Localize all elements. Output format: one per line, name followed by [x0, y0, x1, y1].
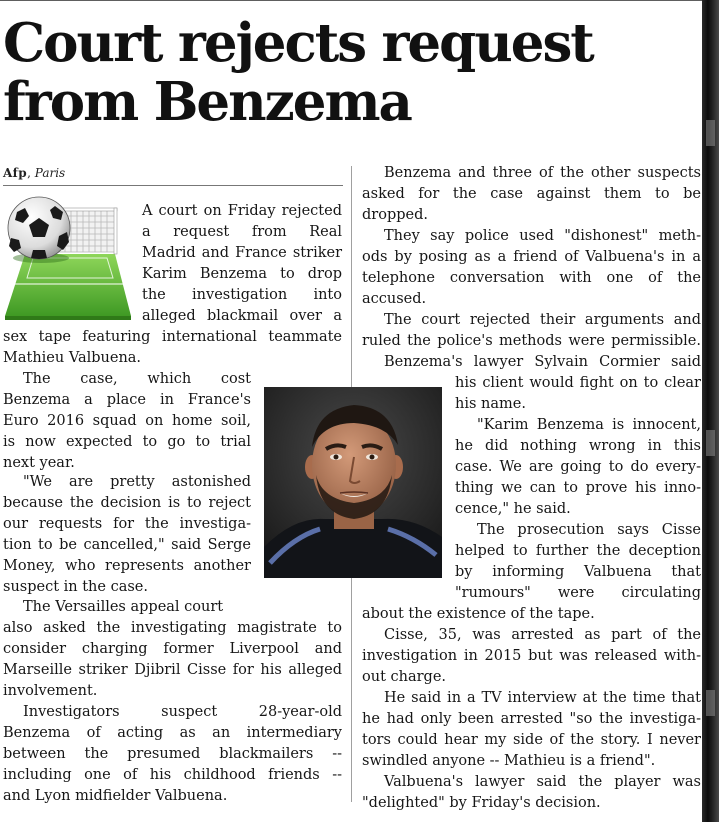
- text-line: "Karim Benzema is innocent,: [477, 417, 701, 433]
- text-line: The Versailles appeal court: [23, 599, 224, 615]
- text-line: investigation in 2015 but was released with-: [362, 648, 701, 664]
- text-line: asked for the case against them to be: [362, 186, 701, 202]
- text-line: about the existence of the tape.: [362, 606, 595, 622]
- text-line: alleged blackmail over a: [142, 308, 342, 324]
- text-line: next year.: [3, 455, 75, 471]
- player-portrait-photo: [264, 387, 442, 578]
- text-line: consider charging former Liverpool and: [3, 641, 342, 657]
- paragraph-versailles: [3, 597, 342, 702]
- text-line: a request from Real: [142, 224, 342, 240]
- text-line: The case, which cost: [23, 371, 251, 387]
- text-line: also asked the investigating magistrate to: [3, 620, 342, 636]
- text-line: Cisse, 35, was arrested as part of the: [384, 627, 701, 643]
- text-line: tion to be cancelled," said Serge: [3, 537, 251, 553]
- text-line: cence," he said.: [455, 501, 571, 517]
- text-line: Karim Benzema to drop: [142, 266, 342, 282]
- text-line: A court on Friday rejected: [142, 203, 342, 219]
- paragraph-innocent-quote: [455, 415, 701, 520]
- text-line: out charge.: [362, 669, 447, 685]
- paragraph-court-ruling: [362, 310, 701, 352]
- text-line: the investigation into: [142, 287, 342, 303]
- byline-city: Paris: [34, 166, 66, 180]
- text-line: tors could hear my side of the story. I never: [362, 732, 701, 748]
- paragraph-lawyer: [362, 352, 701, 373]
- paragraph-suspects: [362, 163, 701, 226]
- paragraph-investigators: [3, 702, 342, 807]
- byline-rule: [3, 185, 343, 186]
- text-line: Mathieu Valbuena.: [3, 350, 142, 366]
- text-line: between the presumed blackmailers --: [3, 746, 342, 762]
- text-line: "We are pretty astonished: [23, 474, 251, 490]
- text-line: The prosecution says Cisse: [477, 522, 701, 538]
- text-line: including one of his childhood friends --: [3, 767, 342, 783]
- text-line: Benzema a place in France's: [3, 392, 251, 408]
- text-line: Euro 2016 squad on home soil,: [3, 413, 251, 429]
- paragraph-quote-money: [3, 472, 251, 598]
- byline: Afp, Paris: [3, 166, 66, 180]
- text-line: Benzema and three of the other suspects: [384, 165, 701, 181]
- football-goal-icon: [3, 196, 133, 322]
- text-line: telephone conversation with one of the: [362, 270, 701, 286]
- text-line: Benzema of acting as an intermediary: [3, 725, 342, 741]
- paragraph-intro-wrap: [3, 327, 342, 369]
- text-line: accused.: [362, 291, 427, 307]
- paragraph-lawyer-wrap: [455, 373, 701, 415]
- text-line: is now expected to go to trial: [3, 434, 251, 450]
- headline-line: Court rejects request: [3, 12, 593, 74]
- text-line: dropped.: [362, 207, 428, 223]
- text-line: Valbuena's lawyer said the player was: [384, 774, 701, 790]
- text-line: our requests for the investiga-: [3, 516, 251, 532]
- text-line: his client would fight on to clear: [455, 375, 701, 391]
- text-line: He said in a TV interview at the time that: [384, 690, 701, 706]
- text-line: Money, who represents another: [3, 558, 251, 574]
- text-line: and Lyon midfielder Valbuena.: [3, 788, 228, 804]
- text-line: by informing Valbuena that: [455, 564, 701, 580]
- paragraph-cisse-arrest: [362, 625, 701, 688]
- top-rule: [0, 0, 702, 1]
- byline-agency: Afp: [3, 166, 28, 180]
- adjacent-page-strip: [702, 0, 719, 822]
- text-line: he had only been arrested "so the investiga-: [362, 711, 701, 727]
- text-line: his name.: [455, 396, 526, 412]
- text-line: Investigators suspect 28-year-old: [23, 704, 342, 720]
- text-line: because the decision is to reject: [3, 495, 251, 511]
- text-line: Madrid and France striker: [142, 245, 342, 261]
- paragraph-delighted: [362, 772, 701, 814]
- text-line: ruled the police's methods were permissible.: [362, 333, 701, 349]
- text-line: They say police used "dishonest" meth-: [384, 228, 701, 244]
- headline-line: from Benzema: [3, 71, 411, 133]
- text-line: ods by posing as a friend of Valbuena's in a: [362, 249, 701, 265]
- text-line: Marseille striker Djibril Cisse for his alleged: [3, 662, 342, 678]
- paragraph-tv-interview: [362, 688, 701, 772]
- text-line: helped to further the deception: [455, 543, 701, 559]
- text-line: The court rejected their arguments and: [384, 312, 701, 328]
- text-line: Benzema's lawyer Sylvain Cormier said: [384, 354, 701, 370]
- text-line: "delighted" by Friday's decision.: [362, 795, 601, 811]
- paragraph-police: [362, 226, 701, 310]
- text-line: involvement.: [3, 683, 98, 699]
- text-line: swindled anyone -- Mathieu is a friend".: [362, 753, 656, 769]
- text-line: he did nothing wrong in this: [455, 438, 701, 454]
- paragraph-intro: [142, 201, 342, 327]
- text-line: "rumours" were circulating: [455, 585, 701, 601]
- paragraph-case: [3, 369, 251, 474]
- text-line: case. We are going to do every-: [455, 459, 701, 475]
- text-line: thing we can to prove his inno-: [455, 480, 701, 496]
- article-headline: [3, 14, 693, 132]
- text-line: suspect in the case.: [3, 579, 148, 595]
- paragraph-prosecution: [455, 520, 701, 604]
- text-line: sex tape featuring international teammate: [3, 329, 342, 345]
- paragraph-prosecution-wrap: [362, 604, 701, 625]
